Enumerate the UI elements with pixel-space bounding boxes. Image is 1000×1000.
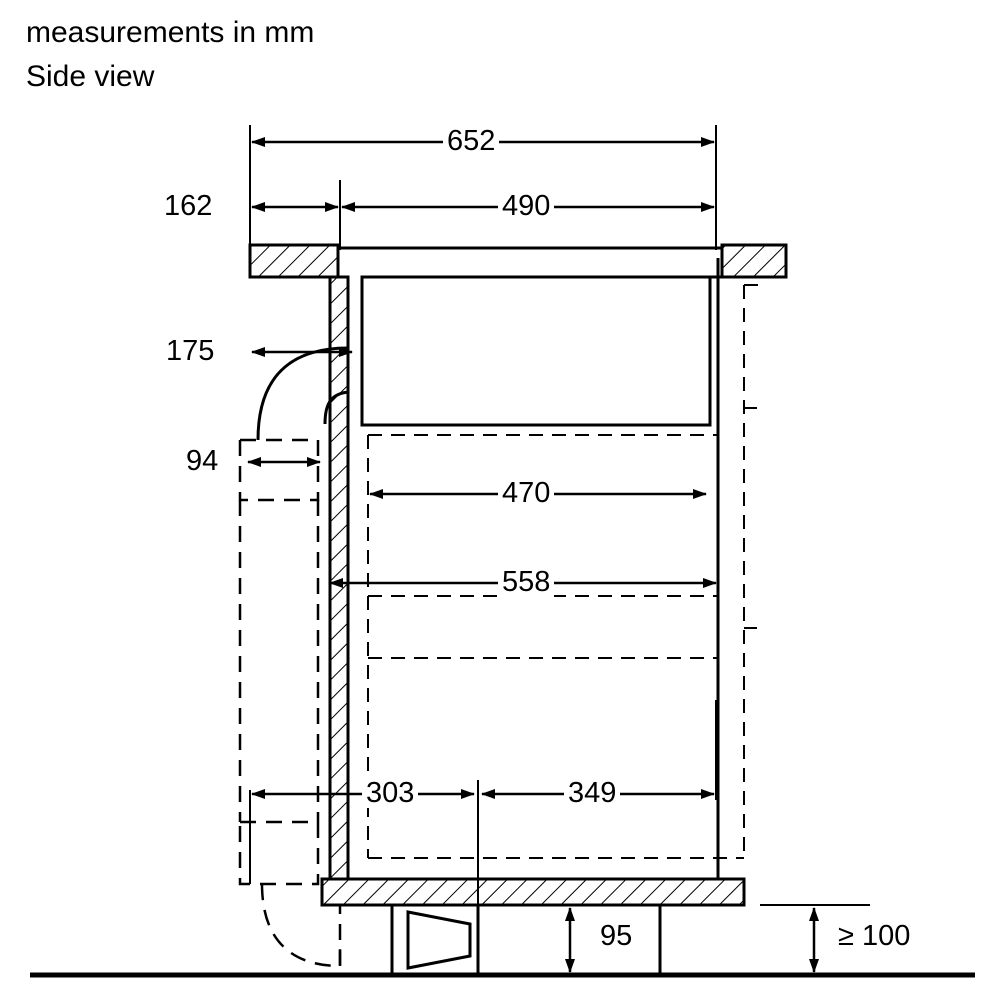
dim-label-470: 470 bbox=[498, 479, 554, 508]
dim-label-100: ≥ 100 bbox=[834, 922, 914, 951]
dim-label-652: 652 bbox=[443, 127, 499, 156]
motor-fan-shape bbox=[408, 912, 470, 968]
dashed-duct-box-upper bbox=[240, 440, 318, 500]
view-caption: Side view bbox=[26, 60, 155, 93]
dim-label-490: 490 bbox=[498, 192, 554, 221]
cabinet-side-panel bbox=[330, 277, 348, 879]
dim-label-558: 558 bbox=[498, 568, 554, 597]
worktop-left bbox=[250, 245, 338, 277]
motor-housing bbox=[392, 905, 478, 975]
dim-label-162: 162 bbox=[160, 192, 216, 221]
dim-label-95: 95 bbox=[596, 922, 636, 951]
dim-label-94: 94 bbox=[182, 447, 222, 476]
hood-body bbox=[362, 277, 710, 425]
units-caption: measurements in mm bbox=[26, 16, 315, 49]
dim-label-349: 349 bbox=[564, 779, 620, 808]
worktop-right bbox=[722, 245, 786, 277]
base-panel bbox=[322, 879, 744, 905]
dashed-duct-box-lower bbox=[240, 822, 318, 884]
dim-label-175: 175 bbox=[162, 337, 218, 366]
dim-label-303: 303 bbox=[362, 779, 418, 808]
